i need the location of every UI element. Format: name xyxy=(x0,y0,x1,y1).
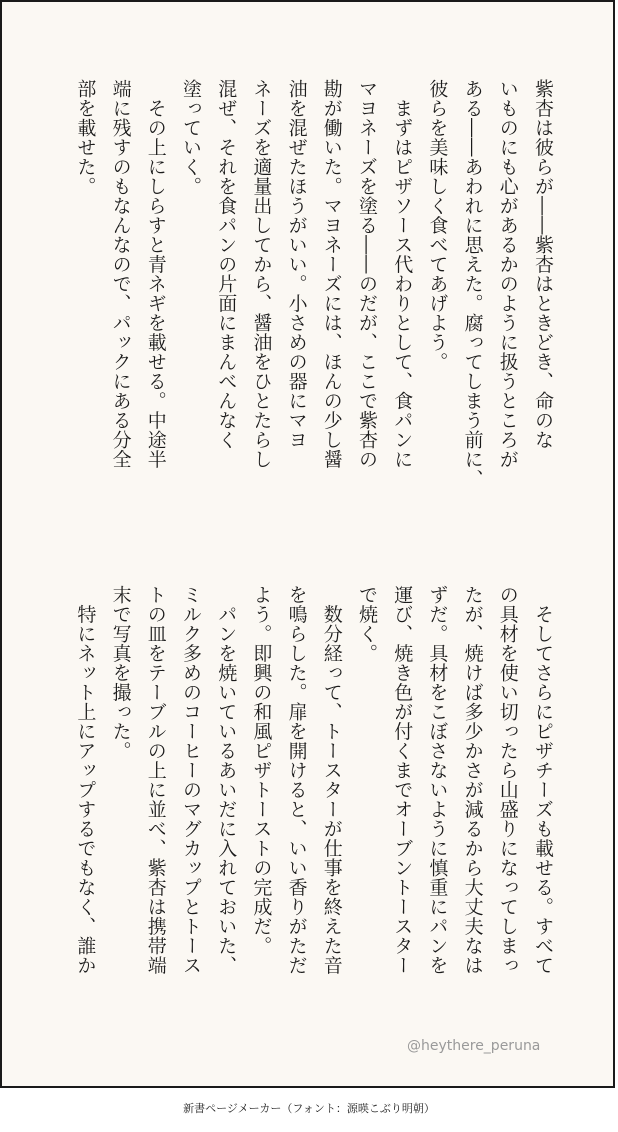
text-column: 油を混ぜたほうがいい。小さめの器にマヨ xyxy=(285,79,308,450)
text-column: いものにも心があるかのように扱うところが xyxy=(496,79,519,469)
text-column: 端に残すのもなんなので、パックにある分全 xyxy=(109,79,132,469)
text-column: 部を載せた。 xyxy=(74,79,97,196)
text-column: ミルク多めのコーヒーのマグカップとトース xyxy=(180,585,202,975)
text-column: ネーズを適量出してから、醤油をひとたらし xyxy=(250,79,273,469)
author-watermark: @heythere_peruna xyxy=(407,1038,541,1054)
text-column: トの皿をテーブルの上に並べ、紫杏は携帯端 xyxy=(144,585,167,975)
text-column: マヨネーズを塗る――のだが、ここで紫杏の xyxy=(356,79,378,469)
text-column: を鳴らした。扉を開けると、いい香りがただ xyxy=(285,585,308,975)
text-column: 勘が働いた。マヨネーズには、ほんの少し醤 xyxy=(320,79,343,469)
text-column: 彼らを美味しく食べてあげよう。 xyxy=(426,79,449,372)
lower-text-block xyxy=(2,2,613,1086)
text-column: の具材を使い切ったら山盛りになってしまっ xyxy=(496,585,519,975)
text-column: その上にしらすと青ネギを載せる。中途半 xyxy=(144,79,167,469)
generator-footer: 新書ページメーカー（フォント：源暎こぶり明朝） xyxy=(183,1102,435,1115)
text-column: ある――あわれに思えた。腐ってしまう前に、 xyxy=(461,79,484,489)
text-column: パンを焼いているあいだに入れておいた、 xyxy=(215,585,238,975)
text-column: そしてさらにピザチーズも載せる。すべて xyxy=(532,585,554,975)
text-column: 塗っていく。 xyxy=(180,79,202,196)
text-column: よう。即興の和風ピザトーストの完成だ。 xyxy=(250,585,273,956)
text-column: まずはピザソース代わりとして、食パンに xyxy=(391,79,414,469)
text-column: 紫杏は彼らが――紫杏はときどき、命のな xyxy=(532,79,554,450)
text-column: 末で写真を撮った。 xyxy=(109,585,132,761)
text-column: たが、焼けば多少かさが減るから大丈夫なは xyxy=(461,585,484,975)
text-column: 混ぜ、それを食パンの片面にまんべんなく xyxy=(215,79,238,450)
text-column: 運び、焼き色が付くまでオーブントースター xyxy=(391,585,414,975)
text-column: 特にネット上にアップするでもなく、誰か xyxy=(74,585,97,975)
text-column: で焼く。 xyxy=(356,585,378,663)
text-column: 数分経って、トースターが仕事を終えた音 xyxy=(320,585,343,975)
text-column: ずだ。具材をこぼさないように慎重にパンを xyxy=(426,585,449,975)
